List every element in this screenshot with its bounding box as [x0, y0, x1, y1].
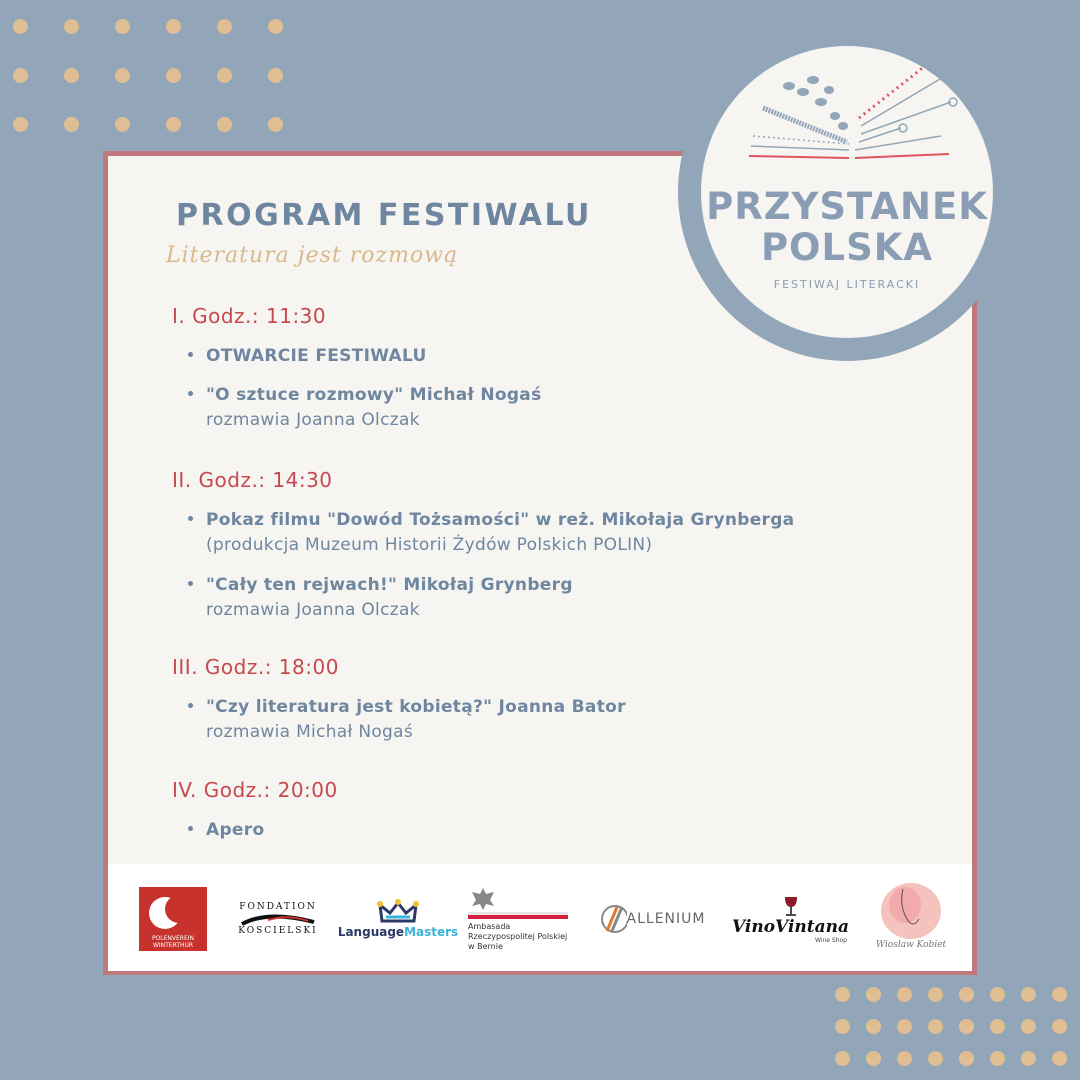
flag-icon — [468, 912, 568, 922]
list-item — [172, 344, 542, 368]
brand-name-line2: POLSKA — [760, 226, 934, 269]
item-subtitle: rozmawia Joanna Olczak — [206, 410, 420, 430]
vino-text: VinoVintana — [732, 916, 849, 937]
list-item — [172, 383, 542, 433]
item-title: "O sztuce rozmowy" Michał Nogaś — [206, 385, 542, 405]
fondation-logo — [228, 884, 328, 954]
allenium-text: ALLENIUM — [626, 911, 706, 927]
section-title: IV. Godz.: 20:00 — [172, 778, 338, 802]
list-item — [172, 695, 626, 745]
section-4 — [172, 778, 338, 857]
program-title: PROGRAM FESTIWALU — [176, 198, 592, 233]
section-title: III. Godz.: 18:00 — [172, 655, 339, 679]
ambasada-text-1: Ambasada — [468, 922, 511, 931]
section-title: I. Godz.: 11:30 — [172, 304, 327, 328]
item-subtitle: rozmawia Joanna Olczak — [206, 600, 420, 620]
section-1 — [172, 304, 542, 448]
vino-sub-text: Wine Shop — [815, 936, 847, 944]
polenverein-text-1: POLENVEREIN — [151, 935, 195, 942]
polenverein-icon — [139, 887, 207, 951]
program-subtitle: Literatura jest rozmową — [166, 243, 459, 268]
allenium-logo — [593, 884, 713, 954]
section-title: II. Godz.: 14:30 — [172, 468, 333, 492]
polenverein-logo — [138, 884, 208, 954]
wieslaw-watercolor-icon — [869, 875, 953, 959]
brand-logo-inner — [701, 46, 993, 338]
item-subtitle: rozmawia Michał Nogaś — [206, 722, 414, 742]
ambasada-text-3: w Bernie — [468, 942, 503, 951]
language-masters-text — [338, 925, 458, 939]
fondation-text-2: KOSCIELSKI — [238, 926, 318, 936]
wieslaw-logo — [866, 872, 956, 962]
item-title: "Czy literatura jest kobietą?" Joanna Bator — [206, 697, 626, 717]
sponsors-strip — [108, 864, 972, 971]
ambasada-logo — [468, 884, 578, 954]
section-items — [172, 695, 626, 745]
wine-glass-icon — [781, 895, 801, 917]
section-items — [172, 508, 794, 623]
crown-icon — [376, 899, 420, 925]
section-3 — [172, 655, 626, 760]
brand-tagline: FESTIWAJ LITERACKI — [773, 278, 921, 291]
language-text-b: Masters — [404, 925, 459, 939]
polenverein-text-2: WINTERTHUR — [152, 942, 194, 949]
allenium-icon — [601, 901, 627, 937]
item-title: OTWARCIE FESTIWALU — [206, 346, 427, 366]
fondation-text-1: FONDATION — [239, 902, 317, 912]
language-masters-logo — [337, 884, 459, 954]
dots-bottom-right — [830, 980, 1080, 1080]
dots-top-left — [0, 0, 300, 140]
section-items — [172, 344, 542, 433]
eagle-icon — [468, 886, 498, 912]
item-subtitle: (produkcja Muzeum Historii Żydów Polskich POLIN) — [206, 535, 653, 555]
item-title: Apero — [206, 820, 265, 840]
brand-logo-circle — [678, 23, 1016, 361]
fondation-swoosh-icon — [238, 912, 318, 926]
open-book-icon — [701, 46, 993, 176]
section-2 — [172, 468, 794, 638]
list-item — [172, 818, 338, 842]
item-title: Pokaz filmu "Dowód Tożsamości" w reż. Mikołaja Grynberga — [206, 510, 795, 530]
vino-vintana-logo — [728, 884, 853, 954]
language-text-a: Language — [337, 925, 405, 939]
list-item — [172, 508, 794, 558]
item-title: "Cały ten rejwach!" Mikołaj Grynberg — [206, 575, 573, 595]
list-item — [172, 573, 794, 623]
ambasada-text-2: Rzeczypospolitej Polskiej — [468, 932, 568, 941]
section-items — [172, 818, 338, 842]
brand-name-line1: PRZYSTANEK — [706, 185, 988, 228]
wieslaw-text: Wiosław Kobiet — [875, 940, 947, 950]
